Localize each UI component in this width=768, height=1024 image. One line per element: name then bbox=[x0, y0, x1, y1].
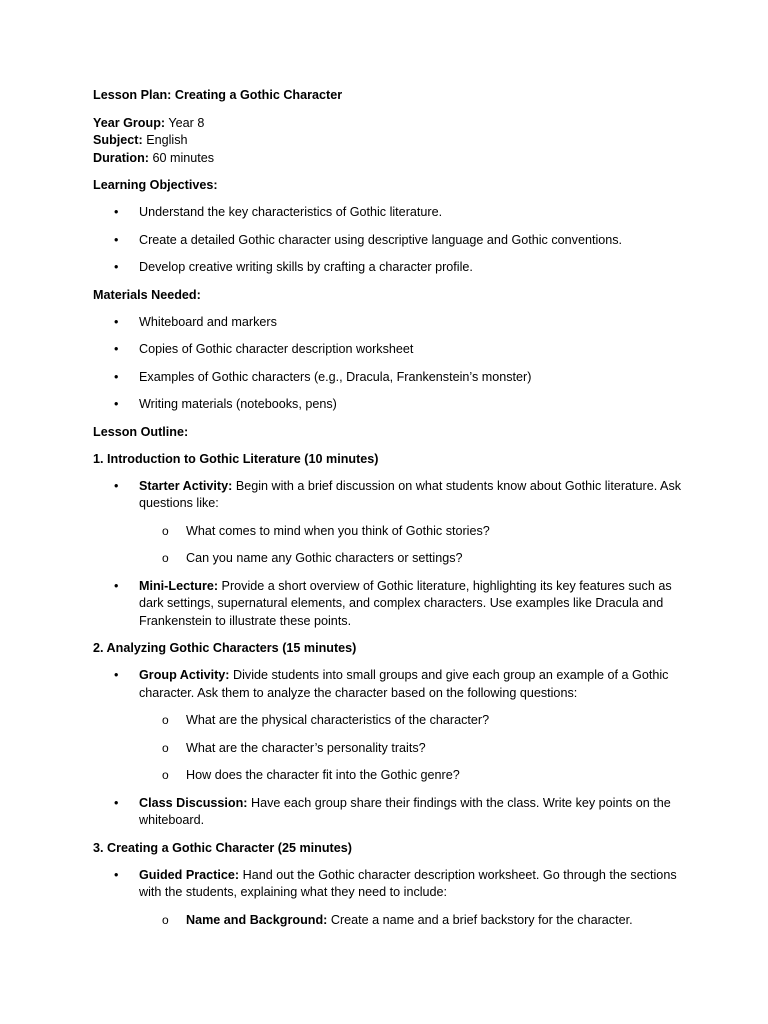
year-group-label: Year Group: bbox=[93, 115, 166, 130]
question-item: o How does the character fit into the Gothic genre? bbox=[93, 767, 683, 785]
lesson-meta bbox=[93, 115, 683, 168]
outline-heading: Lesson Outline: bbox=[93, 424, 189, 439]
list-item: • Copies of Gothic character description worksheet bbox=[93, 341, 683, 359]
page-title: Lesson Plan: Creating a Gothic Character bbox=[93, 88, 343, 102]
section-3-list bbox=[93, 867, 683, 930]
section-2-list bbox=[93, 667, 683, 830]
section-1-heading: 1. Introduction to Gothic Literature (10 minutes) bbox=[93, 451, 379, 466]
document-body bbox=[93, 87, 683, 939]
list-item: • Understand the key characteristics of Gothic literature. bbox=[93, 204, 683, 222]
subject-value: English bbox=[146, 133, 188, 147]
objectives-heading: Learning Objectives: bbox=[93, 178, 218, 192]
duration-value: 60 minutes bbox=[152, 150, 215, 165]
duration-label: Duration: bbox=[93, 150, 149, 165]
question-item: o What are the character’s personality traits? bbox=[93, 740, 683, 758]
list-item: • Examples of Gothic characters (e.g., Dracula, Frankenstein’s monster) bbox=[93, 369, 683, 387]
group-activity-item: • Group Activity: Divide students into small groups and give each group an example of a Gothic character. Ask them to analyze the character based on the following questions: bbox=[93, 667, 683, 702]
starter-activity-item: • Starter Activity: Begin with a brief discussion on what students know about Gothic literature. Ask questions like: bbox=[93, 478, 683, 513]
mini-lecture-item: • Mini-Lecture: Provide a short overview of Gothic literature, highlighting its key features such as dark settings, supernatural elements, and complex characters. Use examples like Dracula and Frankenstein to illustrate these points. bbox=[93, 578, 683, 631]
list-item: • Develop creative writing skills by crafting a character profile. bbox=[93, 259, 683, 277]
year-group-value: Year 8 bbox=[168, 115, 205, 130]
name-background-item: o Name and Background: Create a name and a brief backstory for the character. bbox=[93, 912, 683, 930]
class-discussion-item: • Class Discussion: Have each group share their findings with the class. Write key points on the whiteboard. bbox=[93, 795, 683, 830]
list-item: • Create a detailed Gothic character using descriptive language and Gothic conventions. bbox=[93, 232, 683, 250]
subject-label: Subject: bbox=[93, 133, 143, 147]
list-item: • Writing materials (notebooks, pens) bbox=[93, 396, 683, 414]
objectives-list bbox=[93, 204, 683, 277]
materials-heading: Materials Needed: bbox=[93, 287, 201, 302]
guided-practice-item: • Guided Practice: Hand out the Gothic character description worksheet. Go through the sections with the students, explaining what they need to include: bbox=[93, 867, 683, 902]
section-1-list bbox=[93, 478, 683, 631]
list-item: • Whiteboard and markers bbox=[93, 314, 683, 332]
section-2-heading: 2. Analyzing Gothic Characters (15 minutes) bbox=[93, 641, 357, 655]
question-item: o What are the physical characteristics of the character? bbox=[93, 712, 683, 730]
question-item: o Can you name any Gothic characters or settings? bbox=[93, 550, 683, 568]
section-3-heading: 3. Creating a Gothic Character (25 minutes) bbox=[93, 840, 352, 855]
question-item: o What comes to mind when you think of Gothic stories? bbox=[93, 523, 683, 541]
materials-list bbox=[93, 314, 683, 414]
